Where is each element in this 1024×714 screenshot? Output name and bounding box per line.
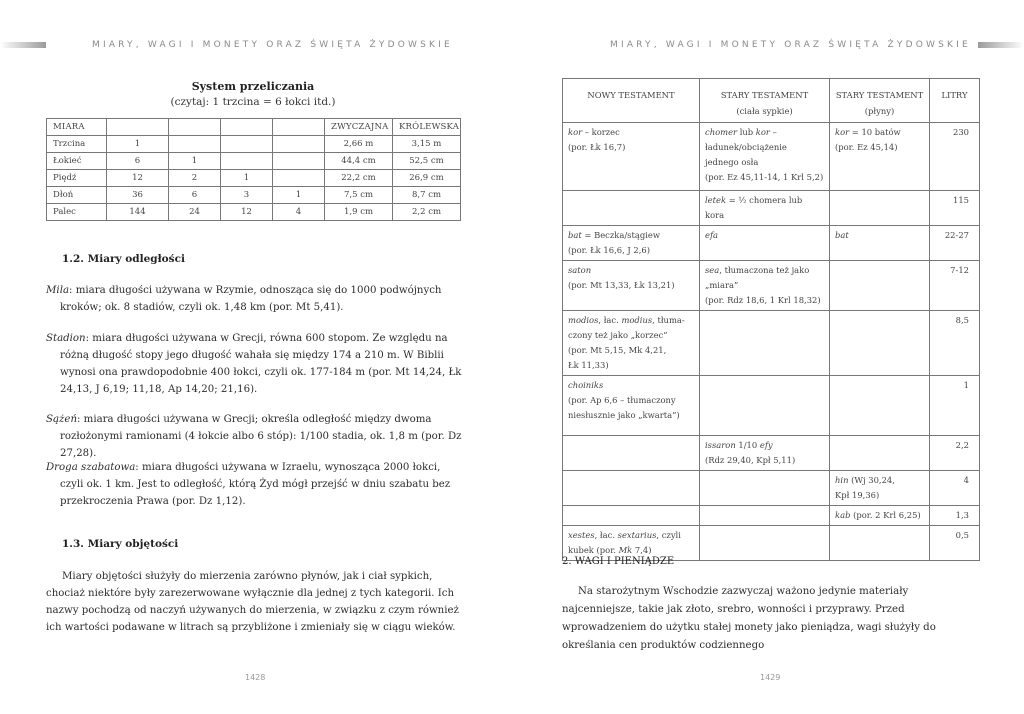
cell-text: niesłusznie jako „kwarta”) (568, 410, 680, 420)
cell-text: (Wj 30,24, (848, 475, 895, 485)
cell-stary-testament-plyny (830, 123, 930, 191)
cell-nowy-testament (563, 311, 700, 376)
conversion-subtitle: (czytaj: 1 trzcina = 6 łokci itd.) (170, 96, 336, 108)
entry-stadion (46, 330, 466, 398)
term-italic: sea (705, 265, 720, 275)
conversion-row (47, 187, 461, 204)
conversion-cell (169, 119, 221, 136)
cell-nowy-testament (563, 376, 700, 436)
cell-litry: 2,2 (930, 436, 980, 471)
conversion-cell: 3,15 m (393, 136, 461, 153)
conversion-cell: 6 (169, 187, 221, 204)
conversion-cell: 22,2 cm (325, 170, 393, 187)
entry-droga-szabatowa (46, 459, 466, 510)
cell-litry: 1 (930, 376, 980, 436)
cell-nowy-testament (563, 191, 700, 226)
conversion-cell: Dłoń (47, 187, 107, 204)
conversion-cell (273, 119, 325, 136)
header-stary-testament-plyny: STARY TESTAMENT (płyny) (830, 79, 930, 123)
term-italic: kor (835, 127, 850, 137)
cell-stary-testament-plyny (830, 376, 930, 436)
conversion-cell (169, 136, 221, 153)
conversion-cell: Łokieć (47, 153, 107, 170)
cell-nowy-testament (563, 506, 700, 526)
conversion-cell: 36 (107, 187, 169, 204)
volume-row (563, 506, 980, 526)
term-italic: modios (568, 315, 599, 325)
cell-stary-testament-sypkie (700, 226, 830, 261)
cell-nowy-testament (563, 123, 700, 191)
cell-text: Kpł 19,36) (835, 490, 880, 500)
term-italic: efa (705, 230, 719, 240)
cell-stary-testament-sypkie (700, 436, 830, 471)
cell-stary-testament-sypkie (700, 311, 830, 376)
cell-litry: 1,3 (930, 506, 980, 526)
conversion-cell (273, 136, 325, 153)
volume-row (563, 376, 980, 436)
conversion-cell: Palec (47, 204, 107, 221)
cell-text: Łk 11,33) (568, 360, 609, 370)
conversion-cell: ZWYCZAJNA (325, 119, 393, 136)
conversion-header-row (47, 119, 461, 136)
conversion-cell (273, 170, 325, 187)
term-italic: choiniks (568, 380, 604, 390)
conversion-cell: 1,9 cm (325, 204, 393, 221)
page-number: 1429 (760, 673, 781, 682)
section-2-paragraph: Na starożytnym Wschodzie zazwyczaj ważono jedynie materiały najcenniejsze, takie jak złoto, srebro, wonności i przyprawy. Przed wprowadzeniem do użytku stałej monety jako pieniądza, wagi służyły do określania cen produktów codziennego (562, 586, 936, 651)
conversion-cell: 3 (221, 187, 273, 204)
conversion-cell: 8,7 cm (393, 187, 461, 204)
running-head: MIARY, WAGI I MONETY ORAZ ŚWIĘTA ŻYDOWSKIE (610, 40, 971, 50)
term-italic: hin (835, 475, 849, 485)
conversion-table (46, 118, 461, 221)
cell-text: (por. 2 Krl 6,25) (850, 510, 921, 520)
conversion-cell: 2,2 cm (393, 204, 461, 221)
term-italic: Mk (618, 545, 633, 555)
cell-litry: 8,5 (930, 311, 980, 376)
cell-stary-testament-plyny (830, 436, 930, 471)
cell-text: (por. Łk 16,6, J 2,6) (568, 245, 650, 255)
cell-nowy-testament (563, 471, 700, 506)
cell-text: = 10 batów (849, 127, 901, 137)
cell-litry: 22-27 (930, 226, 980, 261)
cell-litry: 0,5 (930, 526, 980, 561)
cell-text: czony też jako „korzec” (568, 330, 668, 340)
entry-term: Droga szabatowa (46, 462, 136, 473)
volume-table-header-row (563, 79, 980, 123)
conversion-cell: KRÓLEWSKA (393, 119, 461, 136)
conversion-cell: 52,5 cm (393, 153, 461, 170)
conversion-cell: 1 (169, 153, 221, 170)
term-italic: kab (835, 510, 851, 520)
cell-text: ładunek/obciążenie (705, 142, 787, 152)
cell-litry: 7-12 (930, 261, 980, 311)
cell-text: = ½ chomera lub kora (705, 195, 803, 220)
entry-term: Mila (46, 285, 70, 296)
entry-text: : miara długości używana w Grecji, równa 600 stopom. Ze względu na różną długość stopy jego długość wahała się między 174 a 210 m. W Biblii wynosi ona prawdopodobnie 400 łokci, czyli ok. 177-184 m (por. Mt 14,24, Łk 24,13, J 6,19; 11,18, Ap 14,20; 21,16). (60, 333, 462, 395)
conversion-cell: 12 (107, 170, 169, 187)
cell-stary-testament-sypkie (700, 123, 830, 191)
term-italic: kor (568, 127, 583, 137)
term-italic: chomer (705, 127, 738, 137)
volume-row (563, 123, 980, 191)
term-italic: saton (568, 265, 592, 275)
term-italic: sextarius (617, 530, 657, 540)
cell-stary-testament-plyny (830, 506, 930, 526)
cell-text: 7,4) (632, 545, 652, 555)
cell-text: – (769, 127, 777, 137)
cell-text: kubek (por. (568, 545, 619, 555)
cell-stary-testament-plyny (830, 226, 930, 261)
cell-text: , łac. (598, 315, 622, 325)
conversion-cell: 24 (169, 204, 221, 221)
conversion-cell (221, 153, 273, 170)
conversion-cell: 26,9 cm (393, 170, 461, 187)
conversion-cell: 1 (107, 136, 169, 153)
section-heading-1-3: 1.3. Miary objętości (62, 538, 179, 550)
cell-nowy-testament (563, 226, 700, 261)
cell-stary-testament-sypkie (700, 261, 830, 311)
right-page (512, 0, 1024, 714)
volume-table (562, 78, 980, 561)
cell-litry: 4 (930, 471, 980, 506)
conversion-row (47, 204, 461, 221)
cell-text: (por. Rdz 18,6, 1 Krl 18,32) (705, 295, 821, 305)
conversion-cell: MIARA (47, 119, 107, 136)
volume-row (563, 261, 980, 311)
page-edge-marker (0, 42, 46, 48)
term-italic: issaron (705, 440, 736, 450)
term-italic: bat (835, 230, 849, 240)
conversion-cell: Piędź (47, 170, 107, 187)
cell-text: (por. Mt 5,15, Mk 4,21, (568, 345, 667, 355)
page-number: 1428 (245, 673, 266, 682)
cell-text: lub (737, 127, 756, 137)
term-italic: kor (755, 127, 770, 137)
header-stary-testament-sypkie: STARY TESTAMENT (ciała sypkie) (700, 79, 830, 123)
cell-text: , łac. (594, 530, 618, 540)
cell-litry: 115 (930, 191, 980, 226)
conversion-row (47, 136, 461, 153)
entry-sazen (46, 411, 466, 462)
cell-stary-testament-plyny (830, 526, 930, 561)
cell-text: , tłumaczona też jako (719, 265, 810, 275)
cell-text: „miara” (705, 280, 739, 290)
entry-text: : miara długości używana w Izraelu, wynosząca 2000 łokci, czyli ok. 1 km. Jest to odległość, którą Żyd mógł przejść w dniu szabatu bez przekroczenia Prawa (por. Dz 1,12). (60, 462, 451, 507)
term-italic: efy (759, 440, 773, 450)
entry-mila (46, 282, 466, 316)
conversion-row (47, 153, 461, 170)
volume-row (563, 311, 980, 376)
term-italic: modius (621, 315, 653, 325)
volume-row (563, 191, 980, 226)
section-heading-2: 2. WAGI I PIENIĄDZE (562, 556, 675, 567)
cell-text: , tłuma- (652, 315, 685, 325)
conversion-cell: 6 (107, 153, 169, 170)
conversion-cell: 144 (107, 204, 169, 221)
cell-litry: 230 (930, 123, 980, 191)
conversion-cell: 7,5 cm (325, 187, 393, 204)
section-1-3-paragraph: Miary objętości służyły do mierzenia zarówno płynów, jak i ciał sypkich, chociaż niektóre były zarezerwowane wyłącznie dla jednej z tych kategorii. Ich nazwy pochodzą od naczyń używanych do mierzenia, w związku z czym również ich wartości podawane w litrach są przybliżone i zmieniały się w ciągu wieków. (46, 571, 459, 633)
cell-nowy-testament (563, 261, 700, 311)
cell-text: (por. Ap 6,6 – tłumaczony (568, 395, 676, 405)
conversion-cell (107, 119, 169, 136)
cell-nowy-testament (563, 436, 700, 471)
header-nowy-testament: NOWY TESTAMENT (563, 79, 700, 123)
cell-stary-testament-sypkie (700, 471, 830, 506)
cell-text: 1/10 (735, 440, 760, 450)
conversion-cell: 2 (169, 170, 221, 187)
cell-text: (por. Mt 13,33, Łk 13,21) (568, 280, 675, 290)
cell-text: (por. Ez 45,14) (835, 142, 898, 152)
conversion-cell: 4 (273, 204, 325, 221)
conversion-cell: 1 (221, 170, 273, 187)
conversion-cell: 44,4 cm (325, 153, 393, 170)
volume-row (563, 436, 980, 471)
cell-stary-testament-plyny (830, 471, 930, 506)
volume-row (563, 471, 980, 506)
cell-text: (Rdz 29,40, Kpł 5,11) (705, 455, 796, 465)
conversion-cell (221, 136, 273, 153)
conversion-row (47, 170, 461, 187)
running-head: MIARY, WAGI I MONETY ORAZ ŚWIĘTA ŻYDOWSKIE (92, 40, 453, 50)
header-litry: LITRY (930, 79, 980, 123)
term-italic: xestes (568, 530, 595, 540)
cell-text: jednego osła (705, 157, 759, 167)
conversion-cell: 12 (221, 204, 273, 221)
cell-stary-testament-plyny (830, 261, 930, 311)
section-heading-1-2: 1.2. Miary odległości (62, 253, 185, 265)
conversion-cell: 1 (273, 187, 325, 204)
cell-text: , czyli (656, 530, 681, 540)
entry-text: : miara długości używana w Rzymie, odnosząca się do 1000 podwójnych kroków; ok. 8 stadiów, czyli ok. 1,48 km (por. Mt 5,41). (60, 285, 442, 313)
conversion-cell (221, 119, 273, 136)
volume-row (563, 226, 980, 261)
conversion-title: System przeliczania (191, 80, 315, 93)
cell-text: (por. Łk 16,7) (568, 142, 626, 152)
page-edge-marker (978, 42, 1024, 48)
conversion-cell (273, 153, 325, 170)
conversion-cell: Trzcina (47, 136, 107, 153)
entry-term: Stadion (46, 333, 86, 344)
entry-text: : miara długości używana w Grecji; określa odległość między dwoma rozłożonymi ramionami (4 łokcie albo 6 stóp): 1/100 stadia, ok. 1,8 m (por. Dz 27,28). (60, 414, 462, 459)
cell-text: = Beczka/stągiew (581, 230, 661, 240)
cell-stary-testament-plyny (830, 311, 930, 376)
cell-stary-testament-sypkie (700, 526, 830, 561)
cell-stary-testament-sypkie (700, 376, 830, 436)
cell-stary-testament-sypkie (700, 191, 830, 226)
conversion-cell: 2,66 m (325, 136, 393, 153)
cell-text: (por. Ez 45,11-14, 1 Krl 5,2) (705, 172, 824, 182)
term-italic: bat (568, 230, 582, 240)
cell-text: – korzec (582, 127, 620, 137)
cell-stary-testament-sypkie (700, 506, 830, 526)
entry-term: Sążeń (46, 414, 78, 425)
term-italic: letek (705, 195, 727, 205)
cell-stary-testament-plyny (830, 191, 930, 226)
